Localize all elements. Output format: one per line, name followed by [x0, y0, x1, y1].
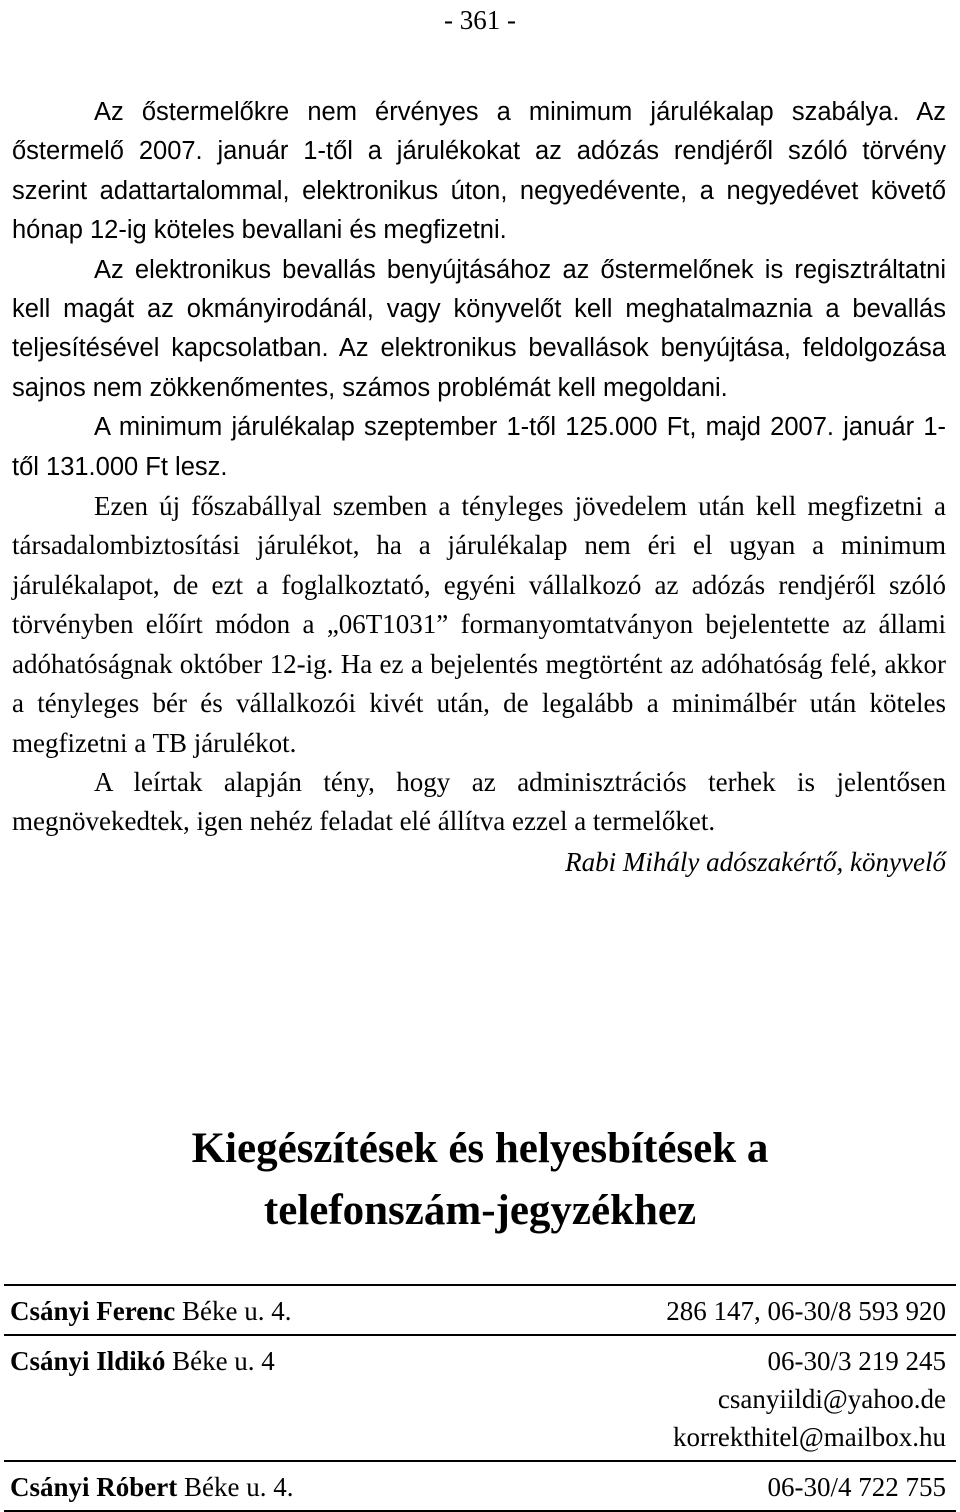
- page-number: - 361 -: [444, 5, 516, 35]
- section-heading-line-1: Kiegészítések és helyesbítések a: [191, 1125, 769, 1172]
- table-row: [4, 1461, 956, 1511]
- person-name: Csányi Ildikó: [10, 1346, 166, 1376]
- person-address: Béke u. 4.: [184, 1472, 294, 1502]
- paragraph-3: A minimum járulékalap szeptember 1-től 125.000 Ft, majd 2007. január 1-től 131.000 Ft lesz.: [12, 413, 946, 481]
- author-signature: Rabi Mihály adószakértő, könyvelő: [565, 846, 946, 877]
- paragraph-5: A leírtak alapján tény, hogy az adminisztrációs terhek is jelentősen megnövekedtek, igen nehéz feladat elé állítva ezzel a termelőket.: [12, 766, 946, 837]
- person-name: Csányi Ferenc: [10, 1296, 176, 1326]
- phone-directory-table: [4, 1284, 956, 1512]
- directory-person-cell: [4, 1461, 483, 1511]
- contact-phone: 286 147, 06-30/8 593 920: [666, 1296, 946, 1326]
- paragraph-4: Ezen új főszabállyal szemben a tényleges jövedelem után kell megfizetni a társadalombiztosítási járulékot, ha a járulékalap nem éri el ugyan a minimum járulékalapot, de ezt a foglalkoztató, egyéni vállalkozó az adózás rendjéről szóló törvényben előírt módon a „06T1031” formanyomtatványon bejelentette az állami adóhatóságnak október 12-ig. Ha ez a bejelentés megtörtént az adóhatóság felé, akkor a tényleges bér és vállalkozói kivét után, de legalább a minimálbér után köteles megfizetni a TB járulékot.: [12, 491, 946, 758]
- directory-person-cell: [4, 1335, 483, 1461]
- directory-person-cell: [4, 1285, 483, 1335]
- section-heading-line-2: telefonszám-jegyzékhez: [263, 1187, 697, 1234]
- section-heading: [0, 1118, 960, 1242]
- article: [12, 93, 946, 882]
- person-address: Béke u. 4: [172, 1346, 275, 1376]
- directory-contact-cell: [483, 1461, 956, 1511]
- person-address: Béke u. 4.: [181, 1296, 292, 1326]
- table-row: [4, 1285, 956, 1335]
- table-row: [4, 1335, 956, 1461]
- contact-phone: 06-30/4 722 755: [767, 1472, 946, 1502]
- person-name: Csányi Róbert: [10, 1472, 178, 1502]
- contact-email: csanyiildi@yahoo.de: [717, 1384, 946, 1414]
- paragraph-1: Az őstermelőkre nem érvényes a minimum járulékalap szabálya. Az őstermelő 2007. január 1-től a járulékokat az adózás rendjéről szóló törvény szerint adattartalommal, elektronikus úton, negyedévente, a negyedévet követő hónap 12-ig köteles bevallani és megfizetni.: [12, 98, 946, 245]
- contact-email: korrekthitel@mailbox.hu: [672, 1422, 946, 1452]
- directory-contact-cell: [483, 1285, 956, 1335]
- contact-phone: 06-30/3 219 245: [767, 1346, 946, 1376]
- directory-contact-cell: [483, 1335, 956, 1461]
- paragraph-2: Az elektronikus bevallás benyújtásához az őstermelőnek is regisztráltatni kell magát az okmányirodánál, vagy könyvelőt kell meghatalmaznia a bevallás teljesítésével kapcsolatban. Az elektronikus bevallások benyújtása, feldolgozása sajnos nem zökkenőmentes, számos problémát kell megoldani.: [12, 255, 946, 402]
